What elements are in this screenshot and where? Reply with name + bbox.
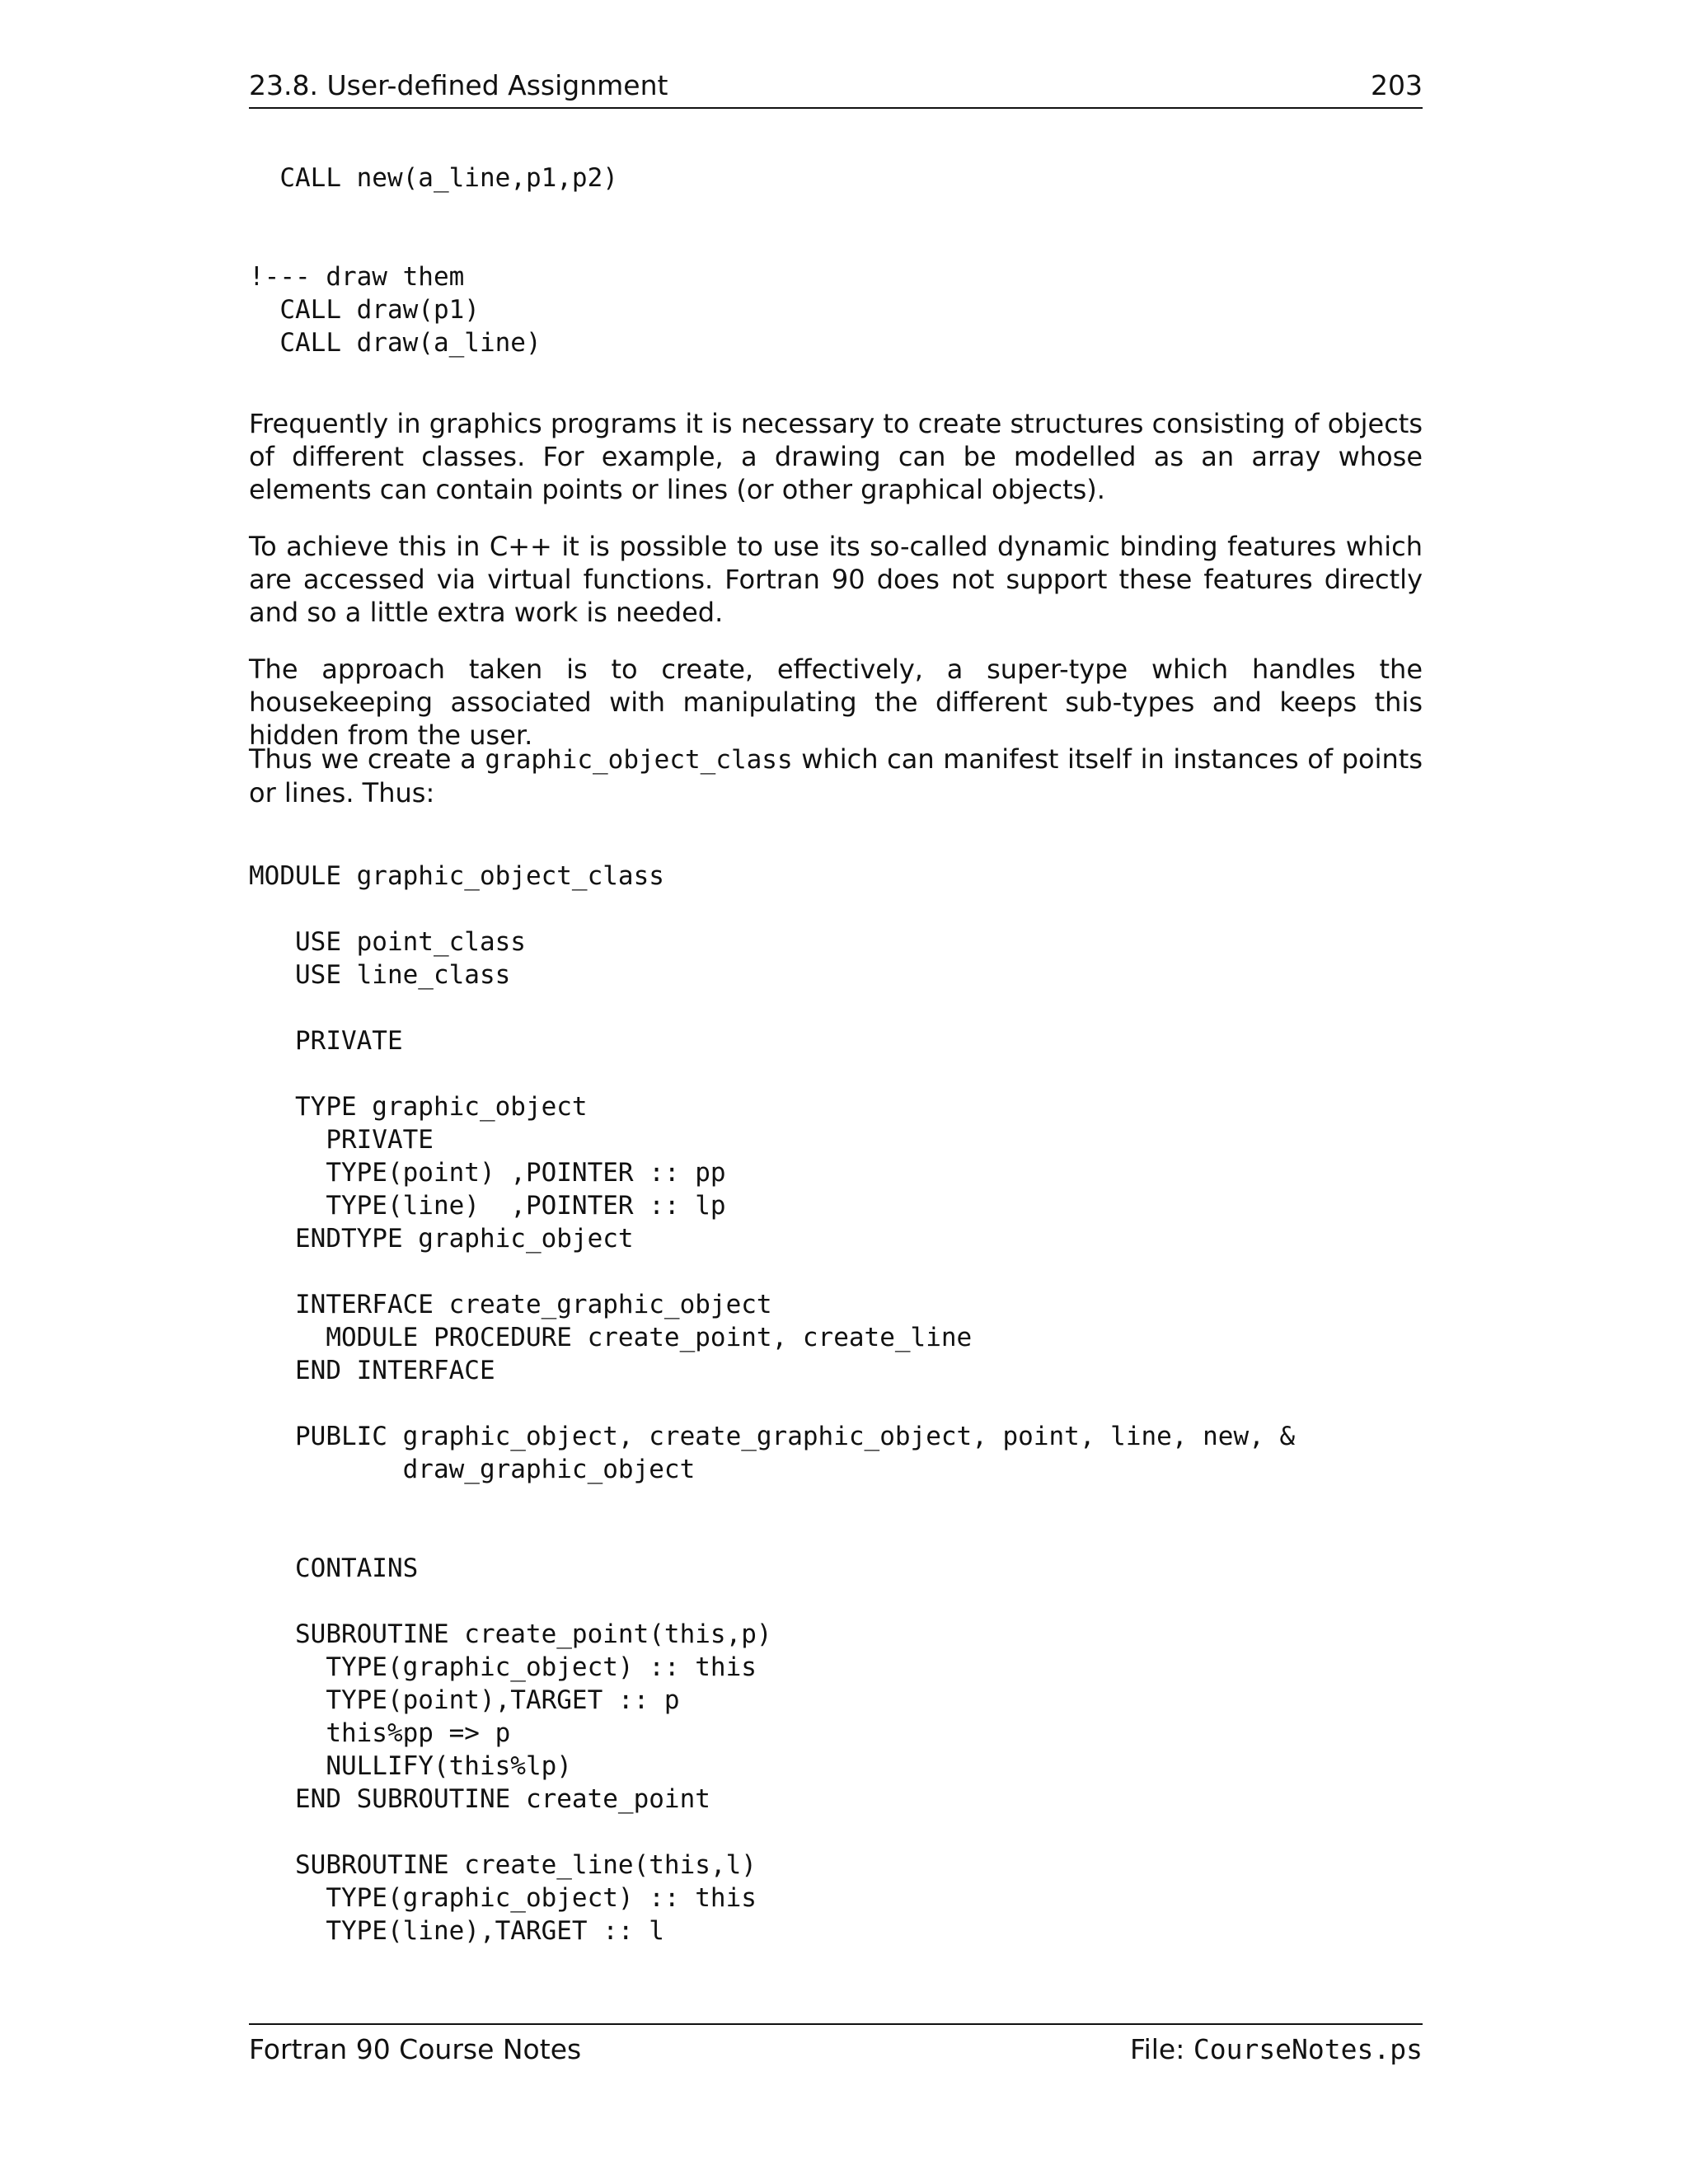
page-header [249, 66, 1423, 109]
code-block-draw: CALL new(a_line,p1,p2) !--- draw them CALL draw(p1) CALL draw(a_line) [249, 163, 618, 358]
page-footer [249, 2023, 1423, 2074]
footer-title: Fortran 90 Course Notes [249, 2033, 582, 2065]
code-block-module: MODULE graphic_object_class USE point_class USE line_class PRIVATE TYPE graphic_object PRIVATE TYPE(point) ,POINTER :: pp TYPE(line) ,POINTER :: lp ENDTYPE graphic_object INTERFACE create_graphic_object MODULE PROCEDURE create_point, create_line END INTERFACE PUBLIC graphic_object, create_graphic_object, point, line, new, & draw_graphic_object CONTAINS SUBROUTINE create_point(this,p) TYPE(graphic_object) :: this TYPE(point),TARGET :: p this%pp => p NULLIFY(this%lp) END SUBROUTINE create_point SUBROUTINE create_line(this,l) TYPE(graphic_object) :: this TYPE(line),TARGET :: l [249, 861, 1296, 1946]
footer-file [1130, 2030, 1423, 2069]
paragraph-super-type: The approach taken is to create, effectively, a super-type which handles the housekeeping associated with manipulating the different sub-types and keeps this hidden from the user. [249, 654, 1423, 751]
paragraph-structures: Frequently in graphics programs it is necessary to create structures consisting of objects of different classes. For example, a drawing can be modelled as an array whose elements can contain points or lines (or other graphical objects). [249, 408, 1423, 505]
section-title: 23.8. User-defined Assignment [249, 69, 668, 101]
page-number: 203 [1371, 69, 1423, 101]
paragraph-text-after: which can manifest itself in instances of points or lines. Thus: [249, 743, 1423, 808]
paragraph-text-before: Thus we create a [249, 743, 485, 775]
inline-code-class-name: graphic_object_class [485, 745, 793, 775]
paragraph-dynamic-binding: To achieve this in C++ it is possible to use its so-called dynamic binding features which are accessed via virtual functions. Fortran 90 does not support these features directly and so a little extra work is needed. [249, 531, 1423, 628]
paragraph-graphic-object-class [249, 743, 1423, 809]
footer-file-label: File: [1130, 2033, 1193, 2065]
footer-file-name: CourseNotes.ps [1193, 2033, 1423, 2065]
